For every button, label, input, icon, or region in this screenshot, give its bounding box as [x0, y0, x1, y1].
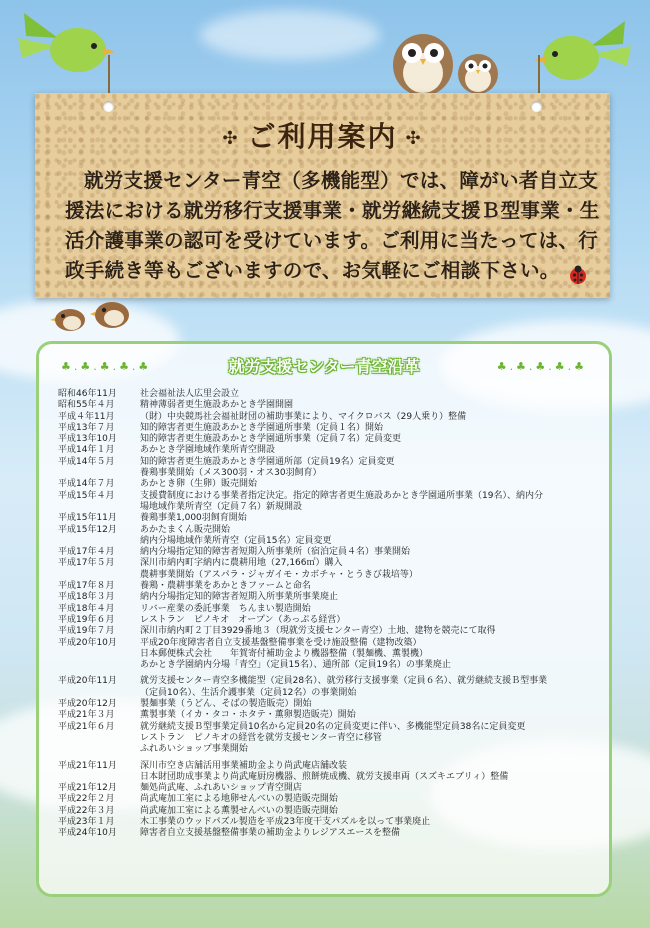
diamond-icon: ✣ — [405, 127, 423, 149]
history-date: 平成17年８月 — [58, 581, 115, 592]
history-date: 平成21年11月 — [58, 760, 117, 771]
history-row — [58, 699, 598, 710]
history-date: 平成19年６月 — [58, 614, 115, 625]
history-date — [58, 468, 140, 479]
history-row — [58, 468, 598, 479]
history-date — [58, 502, 140, 513]
history-event: （財）中央競馬社会福祉財団の補助事業により、マイクロバス（29人乗り）整備 — [140, 411, 467, 422]
history-row — [58, 722, 598, 733]
history-event: 就労支援センター青空多機能型（定員28名）、就労移行支援事業（定員６名）、就労継続支援Ｂ型事業 — [140, 676, 548, 687]
history-row — [58, 558, 598, 569]
history-date: 平成18年３月 — [58, 592, 115, 603]
history-event: レストラン ピノキオ オープン（あっぷる経営） — [140, 614, 346, 625]
green-bird-icon — [16, 8, 116, 83]
history-row — [58, 502, 598, 513]
guide-title: ✣ ご利用案内 ✣ — [222, 120, 423, 153]
history-row — [58, 457, 598, 468]
history-row — [58, 676, 598, 687]
history-title: 就労支援センター青空沿革 — [228, 357, 420, 376]
history-date: 平成21年12月 — [58, 783, 117, 794]
history-date: 平成20年11月 — [58, 676, 117, 687]
history-date — [58, 649, 140, 660]
history-row — [58, 817, 598, 828]
history-event: 場地域作業所青空（定員７名）新規開設 — [140, 501, 303, 512]
history-date: 平成20年12月 — [58, 699, 117, 710]
history-row — [58, 783, 598, 794]
guide-text — [65, 166, 600, 286]
history-event: 養鶏事業開始（メス300羽・オス30羽飼育） — [140, 468, 322, 479]
history-row — [58, 412, 598, 423]
history-row — [58, 806, 598, 817]
history-row — [58, 604, 598, 615]
history-date: 平成18年４月 — [58, 603, 115, 614]
history-event: 麺処尚武庵、ふれあいショップ青空開店 — [140, 783, 302, 794]
guide-line: 活介護事業の認可を受けています。ご利用に当たっては、行 — [65, 229, 599, 252]
history-row — [58, 400, 598, 411]
history-event: 深川市納内町２丁目3929番地３（現就労支援センター青空）土地、建物を競売にて取得 — [140, 626, 496, 637]
history-row — [58, 615, 598, 626]
history-row — [58, 491, 598, 502]
history-event: あかとき学園納内分場「青空」（定員15名）、通所部（定員19名）の事業廃止 — [140, 660, 451, 671]
history-date: 平成17年５月 — [58, 558, 115, 569]
guide-line: 援法における就労移行支援事業・就労継続支援Ｂ型事業・生 — [65, 199, 600, 222]
history-date: 平成15年12月 — [58, 524, 117, 535]
history-date: 平成15年４月 — [58, 490, 115, 501]
history-row — [58, 626, 598, 637]
history-event: 精神薄弱者更生施設あかとき学園開園 — [140, 400, 294, 411]
ladybug-icon — [568, 265, 588, 285]
history-date: 平成19年７月 — [58, 626, 115, 637]
diamond-icon: ✣ — [222, 127, 240, 149]
history-date — [58, 660, 140, 671]
history-row — [58, 733, 598, 744]
history-date: 平成14年７月 — [58, 479, 115, 490]
pin-hole — [103, 101, 114, 112]
history-event: 養鶏・農耕事業をあかときファームと命名 — [140, 581, 311, 592]
history-row — [58, 536, 598, 547]
history-date — [58, 688, 140, 699]
history-event: 深川市空き店舗活用事業補助金より尚武庵店舗改装 — [140, 760, 348, 771]
history-date: 平成14年１月 — [58, 445, 115, 456]
history-event: 知的障害者更生施設あかとき学園通所事業（定員７名）定員変更 — [140, 434, 402, 445]
guide-line: 就労支援センター青空（多機能型）では、障がい者自立支 — [84, 169, 599, 192]
history-date: 昭和55年４月 — [58, 400, 115, 411]
history-event: （定員10名）、生活介護事業（定員12名）の事業開始 — [140, 687, 357, 698]
history-event: 障害者自立支援基盤整備事業の補助金よりレジアスエースを整備 — [140, 828, 400, 839]
history-date: 平成22年３月 — [58, 805, 115, 816]
history-event: 就労継続支援Ｂ型事業定員10名から定員20名の定員変更に伴い、多機能型定員38名に定員変更 — [140, 721, 526, 732]
history-row — [58, 761, 598, 772]
history-row — [58, 434, 598, 445]
sparrow-icon — [90, 295, 134, 331]
history-row — [58, 744, 598, 755]
history-date: 平成21年３月 — [58, 710, 115, 721]
history-event: あかとき学園地域作業所青空開設 — [140, 445, 276, 456]
history-event: 知的障害者更生施設あかとき学園通所部（定員19名）定員変更 — [140, 456, 395, 467]
history-event: 製麺事業（うどん、そばの製造販売）開始 — [140, 699, 312, 710]
history-event: あかとき卵（生卵）販売開始 — [140, 479, 258, 490]
history-event: 尚武庵加工室による薫製せんべいの製造販売開始 — [140, 805, 338, 816]
history-date: 平成22年２月 — [58, 794, 115, 805]
history-date: 平成24年10月 — [58, 828, 117, 839]
history-date — [58, 570, 140, 581]
history-event: 納内分場地域作業所青空（定員15名）定員変更 — [140, 535, 332, 546]
history-date: 平成21年６月 — [58, 721, 115, 732]
history-event: 納内分場指定知的障害者短期入所事業所（宿泊定員４名）事業開始 — [140, 547, 411, 558]
guide-line: 政手続き等もございますので、お気軽にご相談下さい。 — [65, 259, 560, 282]
history-row — [58, 638, 598, 649]
history-event: ふれあいショップ事業開始 — [140, 744, 248, 755]
history-row — [58, 592, 598, 603]
history-event: リバー産業の委託事業 ちんまい製造開始 — [140, 603, 311, 614]
history-event: 日本財団助成事業より尚武庵厨房機器、煎餅焼成機、就労支援車両（スズキエブリィ）整備 — [140, 771, 509, 782]
history-event: 支援費制度における事業者指定決定。指定的障害者更生施設あかとき学園通所事業（19名）、納内分 — [140, 490, 543, 501]
sparrow-icon — [50, 302, 90, 334]
history-row — [58, 570, 598, 581]
history-date — [58, 733, 140, 744]
history-row — [58, 547, 598, 558]
history-row — [58, 649, 598, 660]
history-event: 尚武庵加工室による地卵せんべいの製造販売開始 — [140, 794, 338, 805]
history-event: 日本郵便株式会社 年賀寄付補助金より機器整備（製麺機、薫製機） — [140, 648, 429, 659]
history-event: 知的障害者更生施設あかとき学園通所事業（定員１名）開始 — [140, 422, 384, 433]
history-date: 平成23年１月 — [58, 816, 115, 827]
green-bird-icon — [533, 16, 633, 91]
leaf-decoration-icon: ♣.♣.♣.♣.♣ — [496, 360, 587, 373]
history-event: 深川市納内町字納内に農耕用地（27,166㎡）購入 — [140, 558, 343, 569]
history-row — [58, 389, 598, 400]
history-event: 農耕事業開始（アスパラ・ジャガイモ・カボチャ・とうきび栽培等） — [140, 569, 418, 580]
history-date — [58, 536, 140, 547]
history-event: 木工事業のウッドパズル製造を平成23年度干支パズルを以って事業廃止 — [140, 816, 431, 827]
history-date: 平成14年５月 — [58, 456, 115, 467]
history-row — [58, 423, 598, 434]
pin-hole — [531, 101, 542, 112]
history-panel — [36, 341, 612, 897]
history-date — [58, 772, 140, 783]
history-row — [58, 581, 598, 592]
history-row — [58, 710, 598, 721]
history-date: 平成13年10月 — [58, 434, 117, 445]
history-date: 平成17年４月 — [58, 547, 115, 558]
history-row — [58, 688, 598, 699]
history-row — [58, 479, 598, 490]
history-row — [58, 660, 598, 671]
history-event: 平成20年度障害者自立支援基盤整備事業を受け施設整備（建物改築） — [140, 637, 422, 648]
history-event: レストラン ピノキオの経営を就労支援センター青空に移管 — [140, 732, 382, 743]
history-date: 平成20年10月 — [58, 637, 117, 648]
owl-icon — [455, 47, 501, 95]
owl-icon — [388, 25, 458, 97]
history-row — [58, 828, 598, 839]
history-date — [58, 744, 140, 755]
history-row — [58, 445, 598, 456]
history-event: あかたまくん販売開始 — [140, 524, 231, 535]
history-date: 昭和46年11月 — [58, 389, 117, 399]
history-date: 平成４年11月 — [58, 411, 115, 422]
history-row — [58, 525, 598, 536]
history-event: 社会福祉法人広里会設立 — [140, 389, 240, 399]
history-date: 平成15年11月 — [58, 513, 117, 524]
history-row — [58, 794, 598, 805]
leaf-decoration-icon: ♣.♣.♣.♣.♣ — [61, 360, 152, 373]
cloud — [200, 10, 380, 60]
history-event: 養鶏事業1,000羽飼育開始 — [140, 513, 247, 524]
history-list — [58, 389, 598, 840]
history-row — [58, 772, 598, 783]
history-event: 納内分場指定知的障害者短期入所事業所事業廃止 — [140, 592, 339, 603]
history-event: 薫製事業（イカ・タコ・ホタテ・薫卵製造販売）開始 — [140, 710, 356, 721]
guide-corkboard — [35, 93, 610, 298]
history-row — [58, 513, 598, 524]
history-date: 平成13年７月 — [58, 422, 115, 433]
